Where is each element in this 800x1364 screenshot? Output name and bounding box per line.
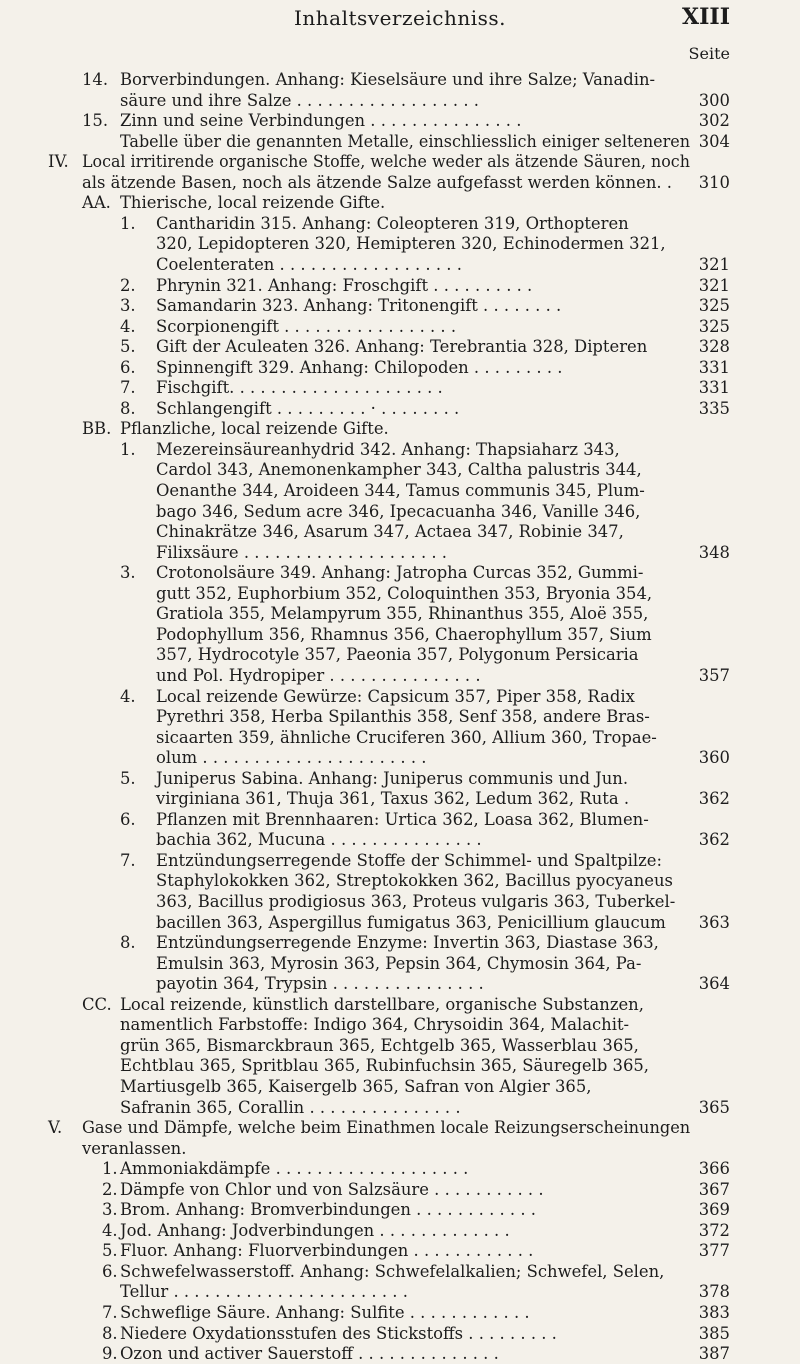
toc-entry-number: 8.	[120, 398, 136, 418]
toc-page-number: 348	[698, 542, 730, 562]
toc-entry-text: säure und ihre Salze . . . . . . . . . . . . . . . . . .	[120, 90, 479, 110]
toc-entry-number: 4.	[102, 1220, 118, 1240]
seite-column-label: Seite	[688, 44, 730, 63]
toc-entry-text: Borverbindungen. Anhang: Kieselsäure und ihre Salze; Vanadin-	[120, 70, 656, 89]
toc-line	[0, 296, 800, 316]
toc-entry-number: V.	[48, 1118, 63, 1138]
toc-entry-text: Oenanthe 344, Aroideen 344, Tamus communis 345, Plum-	[156, 481, 645, 500]
toc-line	[0, 193, 800, 213]
toc-line	[0, 995, 800, 1015]
toc-entry-number: AA.	[82, 193, 111, 213]
toc-line	[0, 913, 800, 933]
toc-entry-text: Mezereinsäureanhydrid 342. Anhang: Thapsiaharz 343,	[156, 439, 620, 459]
toc-line	[0, 769, 800, 789]
toc-entry-number: 4.	[120, 316, 136, 336]
toc-entry-text: virginiana 361, Thuja 361, Taxus 362, Ledum 362, Ruta .	[156, 789, 630, 809]
toc-page-number: 383	[698, 1303, 730, 1322]
toc-entry-text: namentlich Farbstoffe: Indigo 364, Chrysoidin 364, Malachit-	[120, 1015, 630, 1035]
toc-page-number: 321	[698, 275, 730, 295]
toc-entry-text: Echtblau 365, Spritblau 365, Rubinfuchsin 365, Säuregelb 365,	[120, 1056, 650, 1076]
toc-entry-text: sicaarten 359, ähnliche Cruciferen 360, Allium 360, Tropae-	[156, 727, 657, 747]
toc-line	[0, 974, 800, 994]
toc-page-number: 331	[698, 357, 730, 377]
toc-line	[0, 70, 800, 90]
toc-line	[0, 645, 800, 665]
toc-line	[0, 871, 800, 891]
toc-line	[0, 1159, 800, 1179]
toc-line	[0, 830, 800, 850]
toc-entry-text: Juniperus Sabina. Anhang: Juniperus communis und Jun.	[156, 768, 629, 788]
toc-line	[0, 1241, 800, 1261]
toc-entry-number: 14.	[82, 70, 109, 89]
toc-line	[0, 1221, 800, 1241]
toc-page-number: 360	[698, 748, 730, 768]
toc-entry-text: Niedere Oxydationsstufen des Stickstoffs . . . . . . . . .	[120, 1323, 557, 1343]
toc-entry-text: Cantharidin 315. Anhang: Coleopteren 319, Orthopteren	[156, 213, 629, 233]
toc-entry-number: 9.	[102, 1344, 118, 1364]
toc-line	[0, 358, 800, 378]
toc-entry-text: Samandarin 323. Anhang: Tritonengift . . . . . . . .	[156, 296, 562, 316]
toc-entry-text: bachia 362, Mucuna . . . . . . . . . . . . . . .	[156, 830, 482, 850]
toc-entry-number: 6.	[120, 809, 136, 829]
toc-entry-text: Scorpionengift . . . . . . . . . . . . . . . . .	[156, 316, 457, 336]
toc-line	[0, 399, 800, 419]
toc-entry-number: 1.	[120, 213, 136, 233]
toc-entry-number: 6.	[120, 357, 136, 377]
toc-entry-number: 8.	[102, 1323, 118, 1343]
toc-entry-text: Emulsin 363, Myrosin 363, Pepsin 364, Chymosin 364, Pa-	[156, 953, 642, 973]
toc-line	[0, 687, 800, 707]
toc-entry-text: grün 365, Bismarckbraun 365, Echtgelb 365, Wasserblau 365,	[120, 1035, 639, 1055]
toc-entry-text: Entzündungserregende Stoffe der Schimmel- und Spaltpilze:	[156, 850, 663, 870]
toc-entry-text: Thierische, local reizende Gifte.	[120, 193, 386, 213]
toc-entry-number: 7.	[120, 850, 136, 870]
toc-entry-text: Local reizende Gewürze: Capsicum 357, Piper 358, Radix	[156, 686, 635, 706]
toc-page-number: 369	[698, 1200, 730, 1220]
toc-page-number: 377	[698, 1241, 730, 1261]
toc-page-number: 304	[698, 131, 730, 151]
toc-line	[0, 625, 800, 645]
toc-line	[0, 666, 800, 686]
toc-line	[0, 810, 800, 830]
toc-entry-text: Pflanzen mit Brennhaaren: Urtica 362, Loasa 362, Blumen-	[156, 809, 649, 829]
toc-line	[0, 132, 800, 152]
toc-page-number: 325	[698, 316, 730, 336]
toc-entry-text: Dämpfe von Chlor und von Salzsäure . . . . . . . . . . .	[120, 1179, 544, 1199]
toc-entry-number: 7.	[102, 1303, 118, 1322]
toc-line	[0, 1324, 800, 1344]
toc-entry-number: 3.	[120, 296, 136, 316]
toc-page-number: 387	[698, 1344, 730, 1364]
toc-entry-text: Ammoniakdämpfe . . . . . . . . . . . . . . . . . . .	[120, 1159, 469, 1179]
running-title: Inhaltsverzeichniss.	[294, 6, 506, 30]
toc-line	[0, 1344, 800, 1364]
toc-line	[0, 1262, 800, 1282]
toc-line	[0, 111, 800, 131]
toc-entry-text: bacillen 363, Aspergillus fumigatus 363, Penicillium glaucum	[156, 912, 666, 932]
toc-entry-number: CC.	[82, 994, 112, 1014]
toc-entry-number: 2.	[120, 275, 136, 295]
toc-line	[0, 317, 800, 337]
toc-line	[0, 851, 800, 871]
toc-page-number: 331	[698, 378, 730, 398]
toc-entry-text: 320, Lepidopteren 320, Hemipteren 320, Echinodermen 321,	[156, 234, 666, 254]
toc-page-number: 300	[698, 90, 730, 110]
toc-entry-text: und Pol. Hydropiper . . . . . . . . . . . . . . .	[156, 665, 481, 685]
toc-page-number: 367	[698, 1179, 730, 1199]
toc-line	[0, 1303, 800, 1323]
toc-page-number: 365	[698, 1097, 730, 1117]
toc-line	[0, 1015, 800, 1035]
toc-entry-text: Entzündungserregende Enzyme: Invertin 363, Diastase 363,	[156, 933, 659, 953]
toc-entry-number: 5.	[120, 337, 136, 357]
toc-entry-number: 3.	[120, 563, 136, 583]
toc-page-number: 378	[698, 1282, 730, 1302]
toc-page-number: 363	[698, 912, 730, 932]
toc-line	[0, 1056, 800, 1076]
toc-entry-text: 363, Bacillus prodigiosus 363, Proteus vulgaris 363, Tuberkel-	[156, 892, 676, 911]
toc-line	[0, 954, 800, 974]
toc-line	[0, 584, 800, 604]
toc-entry-number: 6.	[102, 1261, 118, 1281]
toc-entry-text: Tellur . . . . . . . . . . . . . . . . . . . . . . .	[120, 1282, 408, 1302]
toc-line	[0, 502, 800, 522]
toc-line	[0, 440, 800, 460]
toc-entry-number: 2.	[102, 1179, 118, 1199]
toc-entry-text: Fischgift. . . . . . . . . . . . . . . . . . . . .	[156, 378, 443, 398]
toc-page-number: 321	[698, 254, 730, 274]
toc-page-number: 302	[698, 111, 730, 131]
toc-entry-text: Ozon und activer Sauerstoff . . . . . . . . . . . . . .	[120, 1344, 499, 1364]
toc-line	[0, 1077, 800, 1097]
toc-entry-text: Fluor. Anhang: Fluorverbindungen . . . . . . . . . . . .	[120, 1241, 534, 1261]
toc-line	[0, 789, 800, 809]
toc-line	[0, 378, 800, 398]
toc-entry-text: olum . . . . . . . . . . . . . . . . . . . . . .	[156, 748, 427, 768]
toc-entry-text: Gratiola 355, Melampyrum 355, Rhinanthus 355, Aloë 355,	[156, 604, 649, 624]
toc-entry-text: Martiusgelb 365, Kaisergelb 365, Safran von Algier 365,	[120, 1076, 592, 1096]
toc-entry-number: 5.	[102, 1241, 118, 1261]
toc-line	[0, 1282, 800, 1302]
toc-line	[0, 1139, 800, 1159]
toc-page-number: 328	[698, 337, 730, 357]
toc-entry-number: 15.	[82, 111, 109, 131]
toc-page-number: 364	[698, 974, 730, 994]
toc-line	[0, 933, 800, 953]
toc-line	[0, 563, 800, 583]
toc-entry-text: Pyrethri 358, Herba Spilanthis 358, Senf 358, andere Bras-	[156, 707, 650, 727]
toc-line	[0, 1098, 800, 1118]
toc-entry-text: Podophyllum 356, Rhamnus 356, Chaerophyllum 357, Sium	[156, 624, 652, 644]
toc-line	[0, 481, 800, 501]
toc-line	[0, 173, 800, 193]
toc-entry-number: 1.	[120, 439, 136, 459]
toc-entry-text: bago 346, Sedum acre 346, Ipecacuanha 346, Vanille 346,	[156, 501, 641, 521]
toc-entry-number: 7.	[120, 378, 136, 398]
toc-entry-text: Tabelle über die genannten Metalle, einschliesslich einiger selteneren	[120, 131, 691, 151]
toc-entry-text: Brom. Anhang: Bromverbindungen . . . . . . . . . . . .	[120, 1200, 536, 1220]
toc-entry-text: als ätzende Basen, noch als ätzende Salze aufgefasst werden können. .	[82, 172, 673, 192]
toc-entry-text: Schlangengift . . . . . . . . . · . . . . . . . .	[156, 398, 460, 418]
toc-entry-text: Local irritirende organische Stoffe, welche weder als ätzende Säuren, noch	[82, 152, 690, 172]
toc-line	[0, 1118, 800, 1138]
toc-line	[0, 255, 800, 275]
toc-entry-text: Filixsäure . . . . . . . . . . . . . . . . . . . .	[156, 542, 448, 562]
toc-line	[0, 748, 800, 768]
toc-entry-text: Staphylokokken 362, Streptokokken 362, Bacillus pyocyaneus	[156, 871, 673, 891]
toc-entry-text: Cardol 343, Anemonenkampher 343, Caltha palustris 344,	[156, 460, 642, 480]
toc-entry-number: 1.	[102, 1159, 118, 1179]
toc-line	[0, 91, 800, 111]
toc-line	[0, 543, 800, 563]
toc-line	[0, 1180, 800, 1200]
toc-line	[0, 1036, 800, 1056]
toc-page-number: 310	[698, 172, 730, 192]
toc-line	[0, 522, 800, 542]
toc-line	[0, 892, 800, 912]
page-number: XIII	[682, 4, 730, 30]
toc-entry-text: Coelenteraten . . . . . . . . . . . . . . . . . .	[156, 254, 462, 274]
toc-entry-text: Schweflige Säure. Anhang: Sulfite . . . . . . . . . . . .	[120, 1303, 530, 1322]
toc-entry-text: Crotonolsäure 349. Anhang: Jatropha Curcas 352, Gummi-	[156, 563, 644, 583]
toc-line	[0, 234, 800, 254]
toc-entry-text: Gift der Aculeaten 326. Anhang: Terebrantia 328, Dipteren	[156, 337, 648, 357]
toc-entry-text: Pflanzliche, local reizende Gifte.	[120, 419, 389, 439]
toc-page-number: 366	[698, 1159, 730, 1179]
toc-entry-text: 357, Hydrocotyle 357, Paeonia 357, Polygonum Persicaria	[156, 645, 639, 665]
toc-entry-number: 5.	[120, 768, 136, 788]
toc-line	[0, 460, 800, 480]
toc-line	[0, 276, 800, 296]
toc-line	[0, 337, 800, 357]
toc-entry-number: BB.	[82, 419, 112, 439]
toc-line	[0, 728, 800, 748]
toc-entry-text: gutt 352, Euphorbium 352, Coloquinthen 353, Bryonia 354,	[156, 583, 653, 603]
toc-line	[0, 152, 800, 172]
toc-line	[0, 707, 800, 727]
toc-entry-number: 8.	[120, 933, 136, 953]
toc-entry-number: 3.	[102, 1200, 118, 1220]
toc-entry-text: veranlassen.	[82, 1138, 187, 1158]
toc-entry-text: Gase und Dämpfe, welche beim Einathmen locale Reizungserscheinungen	[82, 1118, 691, 1138]
toc-entry-text: payotin 364, Trypsin . . . . . . . . . . . . . . .	[156, 974, 484, 994]
toc-page-number: 335	[698, 398, 730, 418]
toc-page-number: 325	[698, 296, 730, 316]
toc-entry-text: Phrynin 321. Anhang: Froschgift . . . . . . . . . .	[156, 275, 533, 295]
toc-entry-text: Jod. Anhang: Jodverbindungen . . . . . . . . . . . . .	[120, 1220, 510, 1240]
toc-entry-text: Schwefelwasserstoff. Anhang: Schwefelalkalien; Schwefel, Selen,	[120, 1261, 665, 1281]
toc-line	[0, 604, 800, 624]
toc-entry-text: Safranin 365, Corallin . . . . . . . . . . . . . . .	[120, 1097, 461, 1117]
toc-entry-number: 4.	[120, 686, 136, 706]
toc-page-number: 372	[698, 1220, 730, 1240]
toc-page-number: 385	[698, 1323, 730, 1343]
toc-page-number: 357	[698, 665, 730, 685]
toc-line	[0, 1200, 800, 1220]
toc-page-number: 362	[698, 789, 730, 809]
toc-entry-text: Chinakrätze 346, Asarum 347, Actaea 347, Robinie 347,	[156, 522, 624, 542]
toc-entry-text: Zinn und seine Verbindungen . . . . . . . . . . . . . . .	[120, 111, 522, 131]
toc-entry-text: Local reizende, künstlich darstellbare, organische Substanzen,	[120, 994, 644, 1014]
toc-entry-number: IV.	[48, 152, 69, 172]
toc-page-number: 362	[698, 830, 730, 850]
toc-line	[0, 419, 800, 439]
toc-entry-text: Spinnengift 329. Anhang: Chilopoden . . . . . . . . .	[156, 357, 563, 377]
toc-line	[0, 214, 800, 234]
